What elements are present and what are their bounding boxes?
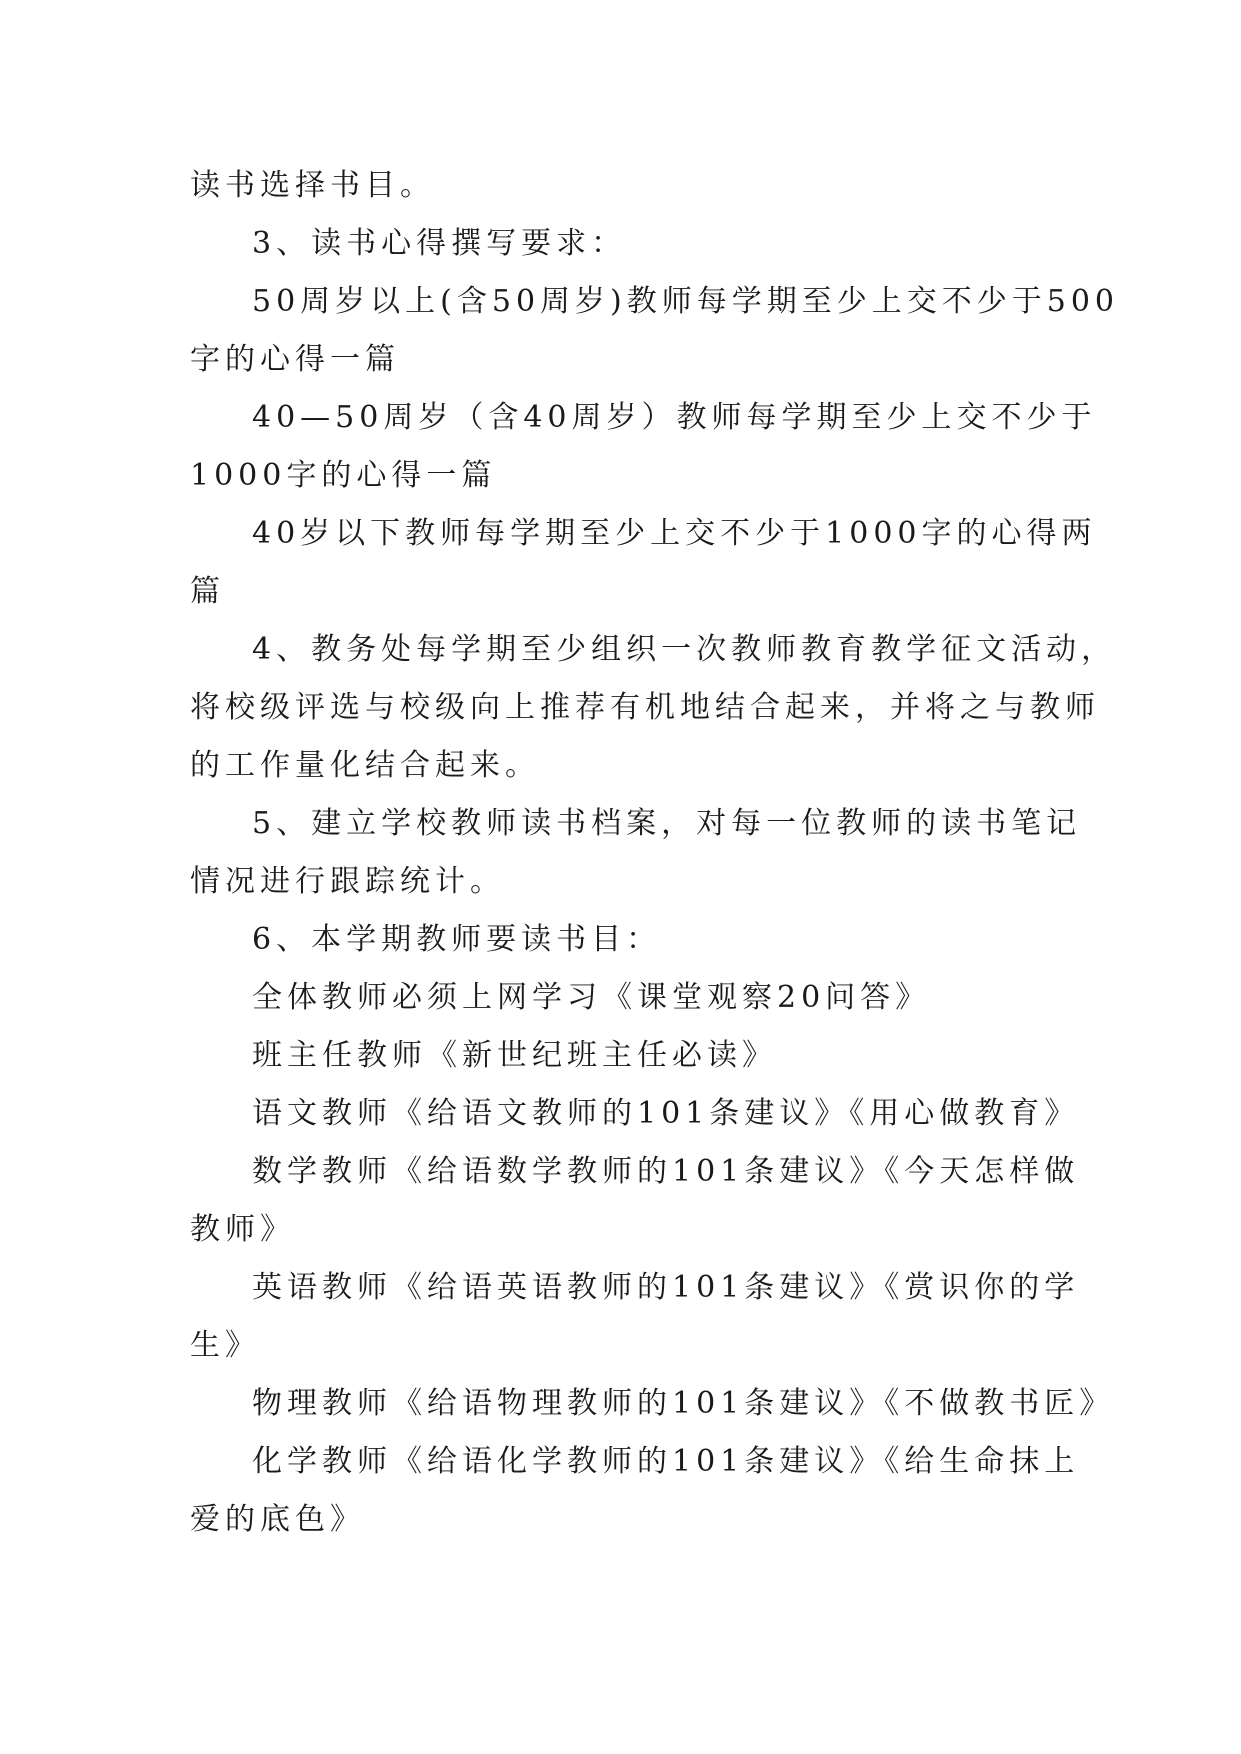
text-line: 情况进行跟踪统计。 xyxy=(190,864,505,899)
text-line: 3、读书心得撰写要求： xyxy=(252,226,627,261)
text-line: 1000字的心得一篇 xyxy=(190,458,497,493)
text-line: 生》 xyxy=(190,1328,260,1363)
text-line: 英语教师《给语英语教师的101条建议》《赏识你的学 xyxy=(252,1270,1080,1305)
text-line: 篇 xyxy=(190,574,225,609)
text-line: 将校级评选与校级向上推荐有机地结合起来，并将之与教师 xyxy=(190,690,1100,725)
text-line: 全体教师必须上网学习《课堂观察20问答》 xyxy=(252,980,931,1015)
text-line: 教师》 xyxy=(190,1212,295,1247)
text-line: 6、本学期教师要读书目： xyxy=(252,922,662,957)
text-line: 读书选择书目。 xyxy=(190,168,435,203)
text-line: 化学教师《给语化学教师的101条建议》《给生命抹上 xyxy=(252,1444,1080,1479)
text-line: 语文教师《给语文教师的101条建议》《用心做教育》 xyxy=(252,1096,1080,1131)
text-line: 4、教务处每学期至少组织一次教师教育教学征文活动， xyxy=(252,632,1117,667)
text-line: 40岁以下教师每学期至少上交不少于1000字的心得两 xyxy=(252,516,1097,551)
text-line: 5、建立学校教师读书档案，对每一位教师的读书笔记 xyxy=(252,806,1082,841)
text-line: 数学教师《给语数学教师的101条建议》《今天怎样做 xyxy=(252,1154,1080,1189)
text-line: 40—50周岁（含40周岁）教师每学期至少上交不少于 xyxy=(252,400,1097,435)
text-line: 50周岁以上(含50周岁)教师每学期至少上交不少于500 xyxy=(252,284,1120,319)
text-line: 班主任教师《新世纪班主任必读》 xyxy=(252,1038,777,1073)
text-line: 的工作量化结合起来。 xyxy=(190,748,540,783)
text-line: 字的心得一篇 xyxy=(190,342,400,377)
text-line: 爱的底色》 xyxy=(190,1502,365,1537)
text-line: 物理教师《给语物理教师的101条建议》《不做教书匠》 xyxy=(252,1386,1115,1421)
